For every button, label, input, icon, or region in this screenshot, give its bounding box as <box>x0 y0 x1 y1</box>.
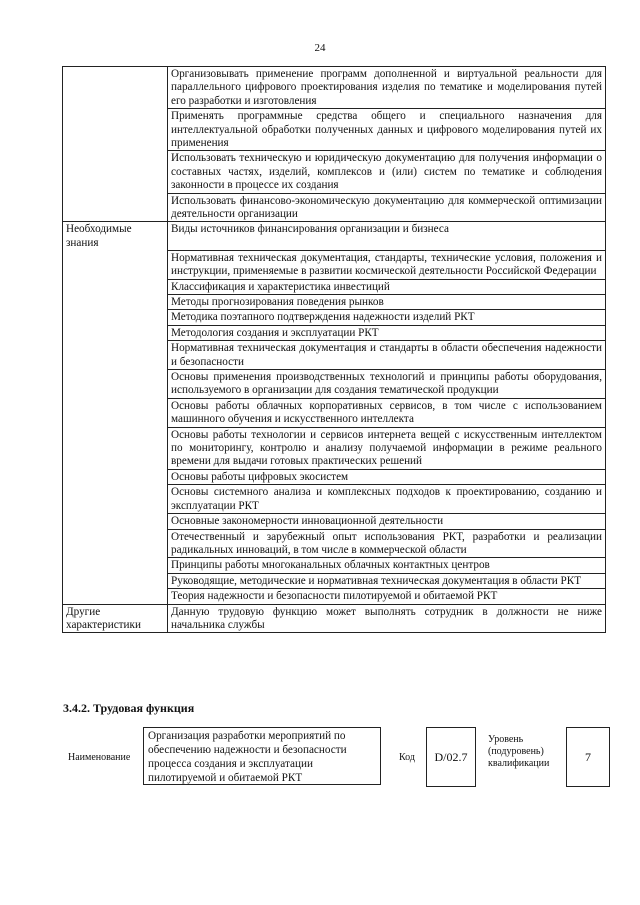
table-row <box>63 573 606 588</box>
table-row <box>63 67 606 109</box>
table-left-cell <box>63 529 168 558</box>
table-left-cell <box>63 151 168 193</box>
level-value-box: 7 <box>566 727 610 787</box>
table-right-cell: Основы работы технологии и сервисов интернета вещей с искусственным интеллектом по мониторингу, контролю и анализу получаемой информации в режиме реального времени для выдачи готовых практических решений <box>168 427 606 469</box>
table-row <box>63 370 606 399</box>
page-number: 24 <box>314 42 326 54</box>
table-right-cell: Виды источников финансирования организации и бизнеса <box>168 222 606 250</box>
code-value-box: D/02.7 <box>426 727 476 787</box>
table-row <box>63 109 606 151</box>
table-left-cell <box>63 514 168 529</box>
table-right-cell: Применять программные средства общего и специального назначения для интеллектуальной обработки полученных данных и цифрового моделирования путей их применения <box>168 109 606 151</box>
table-row <box>63 604 606 633</box>
table-left-cell <box>63 573 168 588</box>
table-right-cell: Классификация и характеристика инвестиций <box>168 279 606 294</box>
table-row <box>63 250 606 279</box>
table-row <box>63 589 606 604</box>
row-header-other: Другие характеристики <box>63 604 168 633</box>
table-row <box>63 558 606 573</box>
table-right-cell: Использовать техническую и юридическую документацию для получения информации о составных частях, изделий, комплексов и (или) систем по тематике и соблюдения законности в процессе их создания <box>168 151 606 193</box>
table-left-cell <box>63 398 168 427</box>
name-value-box: Организация разработки мероприятий по обеспечению надежности и безопасности процесса создания и эксплуатации пилотируемой и обитаемой РКТ <box>143 727 381 785</box>
table-left-cell <box>63 341 168 370</box>
table-left-cell <box>63 109 168 151</box>
table-right-cell: Основы работы облачных корпоративных сервисов, в том числе с использованием машинного обучения и искусственного интеллекта <box>168 398 606 427</box>
table-left-cell <box>63 427 168 469</box>
table-right-cell: Методы прогнозирования поведения рынков <box>168 295 606 310</box>
table-row <box>63 514 606 529</box>
table-right-cell: Принципы работы многоканальных облачных контактных центров <box>168 558 606 573</box>
table-right-cell: Основы применения производственных технологий и принципы работы оборудования, используемого в организации для создания тематической продукции <box>168 370 606 399</box>
table-row <box>63 427 606 469</box>
labor-function-table <box>62 66 606 633</box>
table-row <box>63 151 606 193</box>
name-label: Наименование <box>68 752 131 763</box>
section-title: 3.4.2. Трудовая функция <box>63 701 195 715</box>
table-row <box>63 485 606 514</box>
table-row <box>63 398 606 427</box>
table-right-cell: Методология создания и эксплуатации РКТ <box>168 325 606 340</box>
table-right-cell: Руководящие, методические и нормативная техническая документация в области РКТ <box>168 573 606 588</box>
row-header-knowledge: Необходимые знания <box>63 222 168 250</box>
table-right-cell: Нормативная техническая документация, стандарты, технические условия, положения и инструкции, применяемые в развитии космической деятельности Российской Федерации <box>168 250 606 279</box>
table-row <box>63 529 606 558</box>
table-left-cell <box>63 279 168 294</box>
table-row <box>63 279 606 294</box>
table-right-cell: Использовать финансово-экономическую документацию для коммерческой оптимизации деятельности организации <box>168 193 606 222</box>
table-row <box>63 325 606 340</box>
table-left-cell <box>63 485 168 514</box>
table-right-cell: Данную трудовую функцию может выполнять сотрудник в должности не ниже начальника службы <box>168 604 606 633</box>
table-row <box>63 222 606 250</box>
table-right-cell: Отечественный и зарубежный опыт использования РКТ, разработки и реализации радикальных инноваций, в том числе в коммерческой области <box>168 529 606 558</box>
table-left-cell <box>63 370 168 399</box>
level-label: Уровень (подуровень) квалификации <box>488 734 550 769</box>
table-row <box>63 193 606 222</box>
table-left-cell <box>63 589 168 604</box>
table-right-cell: Теория надежности и безопасности пилотируемой и обитаемой РКТ <box>168 589 606 604</box>
table-right-cell: Организовывать применение программ дополненной и виртуальной реальности для параллельного цифрового проектирования изделия по тематике и моделирования путей его разработки и изготовления <box>168 67 606 109</box>
table-left-cell <box>63 310 168 325</box>
table-row <box>63 341 606 370</box>
code-label: Код <box>399 752 415 763</box>
table-right-cell: Нормативная техническая документация и стандарты в области обеспечения надежности и безопасности <box>168 341 606 370</box>
table-left-cell <box>63 325 168 340</box>
table-left-cell <box>63 67 168 109</box>
table-row <box>63 310 606 325</box>
table-row <box>63 295 606 310</box>
labor-function-header <box>63 726 608 788</box>
table-left-cell <box>63 558 168 573</box>
table-left-cell <box>63 469 168 484</box>
table-left-cell <box>63 250 168 279</box>
table-right-cell: Методика поэтапного подтверждения надежности изделий РКТ <box>168 310 606 325</box>
table-left-cell <box>63 295 168 310</box>
table-left-cell <box>63 193 168 222</box>
table-right-cell: Основы системного анализа и комплексных подходов к проектированию, созданию и эксплуатации РКТ <box>168 485 606 514</box>
table-row <box>63 469 606 484</box>
table-right-cell: Основные закономерности инновационной деятельности <box>168 514 606 529</box>
table-right-cell: Основы работы цифровых экосистем <box>168 469 606 484</box>
